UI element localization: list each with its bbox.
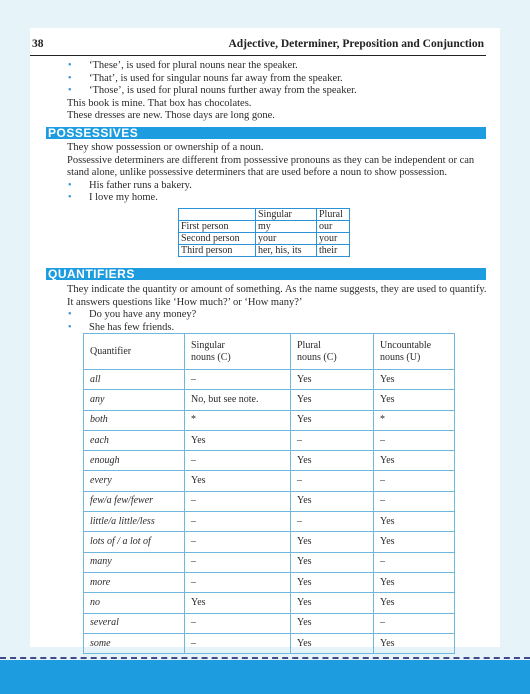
table-cell: Yes [291,633,374,653]
table-cell: – [374,552,455,572]
table-row [179,209,350,221]
list-item: ‘Those’, is used for plural nouns further away from the speaker. [89,85,357,96]
example-sentence: These dresses are new. Those days are long gone. [67,110,275,121]
table-cell: – [185,532,291,552]
table-cell: Yes [374,451,455,471]
quantifier-cell: both [84,410,185,430]
table-cell: your [256,233,317,245]
table-row [84,613,455,633]
quantifiers-table [83,333,455,654]
quantifier-cell: any [84,390,185,410]
quantifier-cell: some [84,633,185,653]
header-line: nouns (C) [191,351,231,363]
table-cell: Yes [185,593,291,613]
quantifier-cell: lots of / a lot of [84,532,185,552]
table-cell: my [256,221,317,233]
header-line: Quantifier [90,345,132,357]
bullet-icon: • [68,309,72,320]
footer-band [0,660,530,694]
table-cell: Yes [291,552,374,572]
table-cell: First person [179,221,256,233]
table-row [84,390,455,410]
quantifier-cell: few/a few/fewer [84,491,185,511]
table-row [84,471,455,491]
table-row [84,552,455,572]
table-cell: – [374,471,455,491]
table-cell: – [374,491,455,511]
table-cell: Yes [291,572,374,592]
table-cell: – [291,471,374,491]
table-row [84,532,455,552]
table-row [179,221,350,233]
paragraph-line: They indicate the quantity or amount of something. As the name suggests, they are used to quantify. [67,284,487,295]
header-rule [30,55,486,56]
table-row [84,633,455,653]
table-cell: * [185,410,291,430]
bullet-icon: • [68,179,72,191]
possessives-table [178,208,350,257]
table-header: Singular [256,209,317,221]
table-row [84,512,455,532]
quantifier-cell: all [84,370,185,390]
section-heading: QUANTIFIERS [48,267,135,281]
list-item: ‘These’, is used for plural nouns near the speaker. [89,60,298,71]
table-cell: Yes [374,370,455,390]
list-item: She has few friends. [89,321,175,333]
table-cell: Yes [374,532,455,552]
table-cell: Yes [374,633,455,653]
table-row [84,491,455,511]
table-cell: – [185,633,291,653]
section-heading: POSSESSIVES [48,126,139,140]
table-row [84,572,455,592]
page-number: 38 [32,38,44,50]
quantifier-cell: many [84,552,185,572]
table-header: Plural [317,209,350,221]
table-cell: Yes [291,491,374,511]
header-line: nouns (U) [380,351,421,363]
table-cell: – [291,430,374,450]
quantifier-cell: no [84,593,185,613]
table-row [84,410,455,430]
table-cell: * [374,410,455,430]
table-cell: – [185,572,291,592]
table-cell: Second person [179,233,256,245]
table-cell: Yes [291,593,374,613]
table-cell: Yes [185,430,291,450]
table-cell: Yes [291,532,374,552]
table-cell: Yes [374,390,455,410]
table-cell: your [317,233,350,245]
example-sentence: This book is mine. That box has chocolates. [67,97,252,109]
list-item: His father runs a bakery. [89,179,192,191]
bullet-icon: • [68,85,72,96]
paragraph-line: They show possession or ownership of a noun. [67,142,264,153]
quantifier-cell: every [84,471,185,491]
bullet-icon: • [68,72,72,84]
quantifier-cell: each [84,430,185,450]
table-cell [179,209,256,221]
list-item: Do you have any money? [89,309,197,320]
table-cell: Yes [291,370,374,390]
section-heading-band [46,268,486,280]
table-row [84,370,455,390]
table-cell: Yes [291,613,374,633]
table-cell: – [185,491,291,511]
table-cell: Yes [291,451,374,471]
list-item: ‘That’, is used for singular nouns far away from the speaker. [89,72,343,84]
table-cell: – [374,613,455,633]
table-row [84,451,455,471]
paragraph-line: It answers questions like ‘How much?’ or ‘How many?’ [67,296,303,308]
table-cell: their [317,245,350,257]
table-row [179,245,350,257]
table-cell: Third person [179,245,256,257]
table-cell: Yes [291,410,374,430]
table-header-row [84,334,455,370]
table-header [374,334,455,370]
paragraph-line: Possessive determiners are different from possessive pronouns as they can be independent or can [67,154,475,166]
table-cell: – [185,552,291,572]
header-line: Singular [191,339,225,351]
table-cell: – [185,613,291,633]
bullet-icon: • [68,321,72,333]
page-header [30,38,484,54]
quantifier-cell: little/a little/less [84,512,185,532]
table-cell: – [374,430,455,450]
table-header [84,334,185,370]
paragraph-line: stand alone, unlike possessive determiners that are used before a noun to show possession. [67,167,447,178]
table-cell: No, but see note. [185,390,291,410]
table-row [179,233,350,245]
table-cell: – [185,512,291,532]
quantifier-cell: more [84,572,185,592]
quantifier-cell: enough [84,451,185,471]
table-row [84,430,455,450]
table-cell: – [185,370,291,390]
footer-dashed-line [0,657,530,659]
bullet-icon: • [68,60,72,71]
quantifier-cell: several [84,613,185,633]
header-line: Uncountable [380,339,432,351]
table-cell: Yes [374,572,455,592]
table-row [84,593,455,613]
bullet-icon: • [68,192,72,203]
section-heading-band [46,127,486,139]
table-cell: Yes [374,593,455,613]
list-item: I love my home. [89,192,158,203]
header-line: nouns (C) [297,351,337,363]
table-cell: Yes [185,471,291,491]
table-cell: – [291,512,374,532]
header-line: Plural [297,339,321,351]
table-header [185,334,291,370]
table-cell: our [317,221,350,233]
table-cell: Yes [291,390,374,410]
table-cell: Yes [374,512,455,532]
table-header [291,334,374,370]
table-cell: her, his, its [256,245,317,257]
table-cell: – [185,451,291,471]
chapter-title: Adjective, Determiner, Preposition and Conjunction [228,38,484,50]
